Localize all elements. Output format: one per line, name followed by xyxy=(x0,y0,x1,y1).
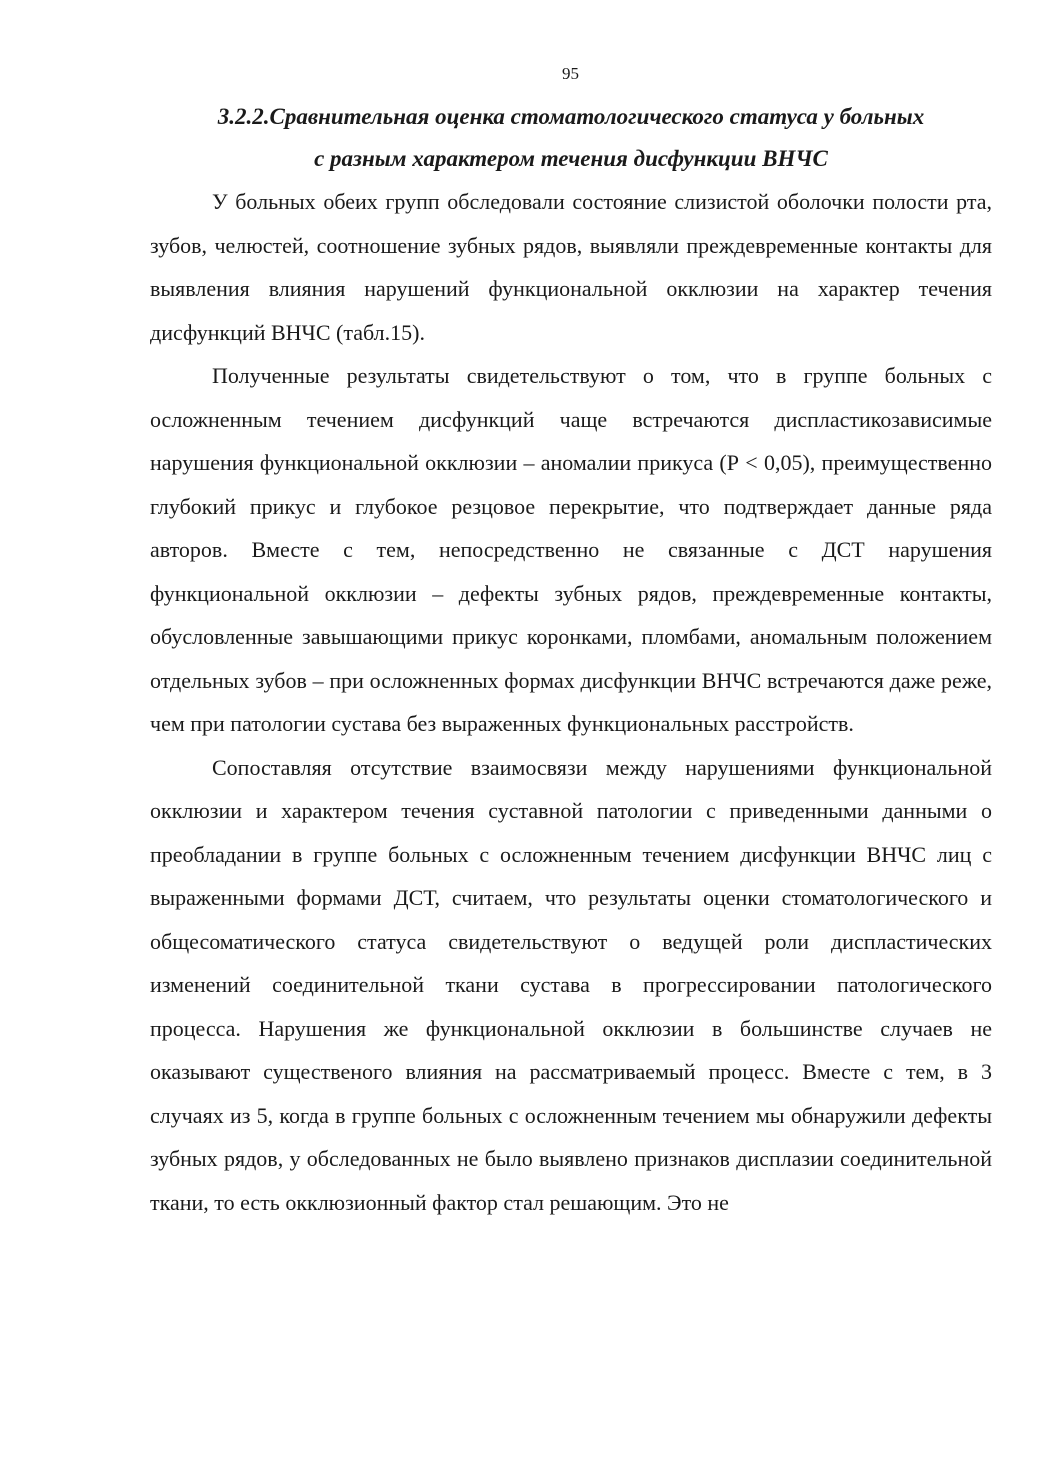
paragraph-2: Полученные результаты свидетельствуют о том, что в группе больных с осложненным течением дисфункций чаще встречаются диспластикозависимые нарушения функциональной окклюзии – аномалии прикуса (Р < 0,05), преимущественно глубокий прикус и глубокое резцовое перекрытие, что подтверждает данные ряда авторов. Вместе с тем, непосредственно не связанные с ДСТ нарушения функциональной окклюзии – дефекты зубных рядов, преждевременные контакты, обусловленные завышающими прикус коронками, пломбами, аномальным положением отдельных зубов – при осложненных формах дисфункции ВНЧС встречаются даже реже, чем при патологии сустава без выраженных функциональных расстройств. xyxy=(150,363,992,736)
section-heading-line-1: 3.2.2.Сравнительная оценка стоматологического статуса у больных xyxy=(217,104,925,129)
body-text xyxy=(150,180,992,1224)
paragraph-3: Сопоставляя отсутствие взаимосвязи между нарушениями функциональной окклюзии и характером течения суставной патологии с приведенными данными о преобладании в группе больных с осложненным течением дисфункции ВНЧС лиц с выраженными формами ДСТ, считаем, что результаты оценки стоматологического и общесоматического статуса свидетельствуют о ведущей роли диспластических изменений соединительной ткани сустава в прогрессировании патологического процесса. Нарушения же функциональной окклюзии в большинстве случаев не оказывают существеного влияния на рассматриваемый процесс. Вместе с тем, в 3 случаях из 5, когда в группе больных с осложненным течением мы обнаружили дефекты зубных рядов, у обследованных не было выявлено признаков дисплазии соединительной ткани, то есть окклюзионный фактор стал решающим. Это не xyxy=(150,754,992,1215)
page-number: 95 xyxy=(562,64,579,83)
section-heading xyxy=(150,96,992,180)
section-heading-line-2: с разным характером течения дисфункции ВНЧС xyxy=(314,146,828,171)
paragraph-1: У больных обеих групп обследовали состояние слизистой оболочки полости рта, зубов, челюстей, соотношение зубных рядов, выявляли преждевременные контакты для выявления влияния нарушений функциональной окклюзии на характер течения дисфункций ВНЧС (табл.15). xyxy=(150,189,992,345)
